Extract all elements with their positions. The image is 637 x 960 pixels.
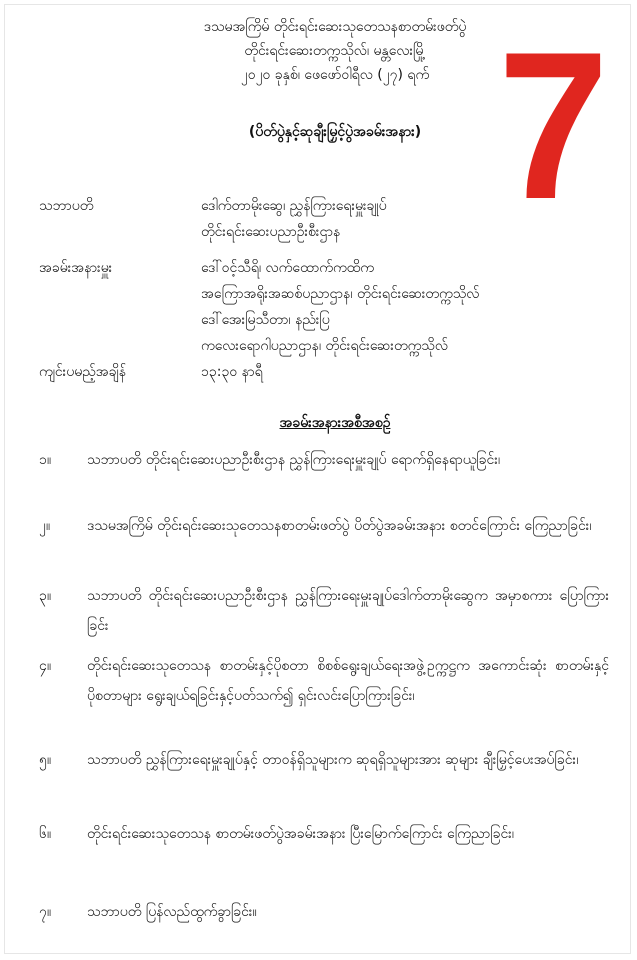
- time-label: ကျင်းပမည့်အချိန်: [39, 364, 126, 380]
- agenda-text: သဘာပတိ တိုင်းရင်းဆေးပညာဦးစီးဌာန ညွှန်ကြားရေးမှူးချုပ် ရောက်ရှိနေရာယူခြင်း၊: [87, 452, 501, 468]
- agenda-item: [39, 581, 609, 641]
- agenda-number: ၆။: [39, 826, 52, 842]
- agenda-text: ဒသမအကြိမ် တိုင်းရင်းဆေးသုတေသနစာတမ်းဖတ်ပွဲ ပိတ်ပွဲအခမ်းအနား စတင်ကြောင်း ကြေညာခြင်း၊: [87, 518, 592, 534]
- agenda-item: [39, 819, 609, 849]
- info-section: [39, 193, 559, 385]
- time-value: ၁၃:၃၀ နာရီ: [201, 364, 263, 380]
- agenda-item: [39, 745, 609, 775]
- agenda-number: ၂။: [39, 518, 51, 534]
- mc-line: ဒေါ်ဝင့်သီရိ၊ လက်ထောက်ကထိက: [201, 260, 374, 276]
- mc-row: [39, 255, 559, 359]
- mc-line: ကလေးရောဂါပညာဌာန၊ တိုင်းရင်းဆေးတက္ကသိုလ်: [201, 338, 448, 354]
- document-header: [175, 15, 495, 87]
- agenda-item: [39, 445, 609, 475]
- time-row: [39, 359, 559, 385]
- agenda-title: အခမ်းအနားအစီအစဉ်: [279, 415, 391, 431]
- agenda-item: [39, 897, 609, 927]
- agenda-number: ၅။: [39, 752, 52, 768]
- mc-label: အခမ်းအနားမှူး: [39, 260, 113, 276]
- slide-number: 7: [498, 8, 610, 243]
- agenda-number: ၃။: [39, 588, 52, 604]
- mc-values: [201, 255, 559, 359]
- chair-line: တိုင်းရင်းဆေးပညာဦးစီးဌာန: [201, 224, 341, 240]
- agenda-text: တိုင်းရင်းဆေးသုတေသန စာတမ်းဖတ်ပွဲအခမ်းအနား ပြီးမြောက်ကြောင်း ကြေညာခြင်း၊: [87, 826, 515, 842]
- agenda-number: ၁။: [39, 452, 52, 468]
- chair-line: ဒေါက်တာမိုးဆွေ၊ ညွှန်ကြားရေးမှူးချုပ်: [201, 198, 387, 214]
- agenda-text: သဘာပတိ တိုင်းရင်းဆေးပညာဦးစီးဌာန ညွှန်ကြားရေးမှူးချုပ်ဒေါက်တာမိုးဆွေက အမှာစကား ပြောကြားခြင်း: [87, 588, 609, 634]
- mc-line: ဒေါ်အေးမြသီတာ၊ နည်းပြ: [201, 312, 330, 328]
- agenda-item: [39, 511, 609, 541]
- agenda-item: [39, 651, 609, 711]
- header-venue: တိုင်းရင်းဆေးတက္ကသိုလ်၊ မန္တလေးမြို့: [244, 43, 426, 59]
- agenda-text: သဘာပတိ ပြန်လည်ထွက်ခွာခြင်း။: [87, 904, 257, 920]
- ceremony-subtitle: (ပိတ်ပွဲနှင့်ဆုချီးမြှင့်ပွဲအခမ်းအနား): [248, 124, 422, 140]
- agenda-number: ၄။: [39, 658, 52, 674]
- header-title: ဒသမအကြိမ် တိုင်းရင်းဆေးသုတေသနစာတမ်းဖတ်ပွဲ: [203, 19, 467, 35]
- mc-line: အကြောအရိုးအဆစ်ပညာဌာန၊ တိုင်းရင်းဆေးတက္ကသိုလ်: [201, 286, 480, 302]
- agenda-text: သဘာပတိ ညွှန်ကြားရေးမှူးချုပ်နှင့် တာဝန်ရှိသူများက ဆုရရှိသူများအား ဆုများ ချီးမြှင့်ပေးအပ်ခြင်း၊: [87, 752, 579, 768]
- agenda-text: တိုင်းရင်းဆေးသုတေသန စာတမ်းနှင့်ပိုစတာ စိစစ်ရွေးချယ်ရေးအဖွဲ့ဥက္ကဋ္ဌက အကောင်းဆုံး စာတမ်းနှင့် ပိုစတာများ ရွေးချယ်ရခြင်းနှင့်ပတ်သက်၍ ရှင်းလင်းပြောကြားခြင်း၊: [87, 658, 609, 704]
- chair-row: [39, 193, 559, 245]
- header-date: ၂၀၂၀ ခုနှစ်၊ ဖေဖော်ဝါရီလ (၂၇) ရက်: [240, 67, 430, 83]
- document-page: [4, 4, 631, 954]
- agenda-number: ၇။: [39, 904, 52, 920]
- chair-label: သဘာပတိ: [39, 198, 94, 214]
- chair-values: [201, 193, 559, 245]
